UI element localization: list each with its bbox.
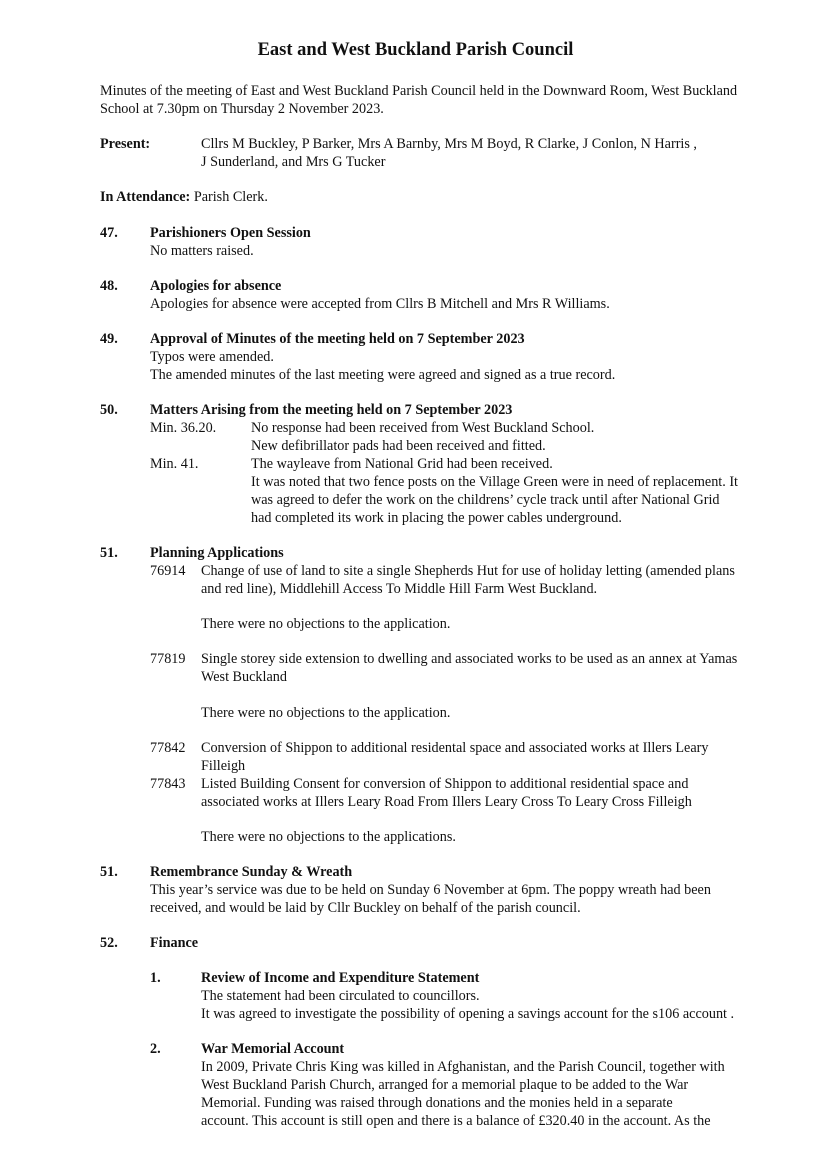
item-50-minute-1-text-2: New defibrillator pads had been received and fitted. <box>251 438 546 454</box>
item-50-minute-2-text-3: was agreed to defer the work on the childrens’ cycle track until after National Grid <box>251 492 720 508</box>
applications-77842-77843-result: There were no objections to the applications. <box>201 829 456 845</box>
item-50-minute-ref-2: Min. 41. <box>150 456 199 472</box>
application-77819-ref: 77819 <box>150 651 186 667</box>
attendance-line <box>100 188 268 206</box>
item-50-heading: Matters Arising from the meeting held on 7 September 2023 <box>150 402 513 418</box>
finance-sub-2-heading: War Memorial Account <box>201 1041 345 1057</box>
item-49-number: 49. <box>100 331 118 347</box>
item-49-heading: Approval of Minutes of the meeting held on 7 September 2023 <box>150 331 525 347</box>
intro-line-2: School at 7.30pm on Thursday 2 November 2023. <box>100 101 384 117</box>
item-50-minute-ref-1: Min. 36.20. <box>150 420 217 436</box>
document-title: East and West Buckland Parish Council <box>257 40 574 60</box>
item-51-heading: Planning Applications <box>150 545 284 561</box>
item-47-heading: Parishioners Open Session <box>150 225 311 241</box>
item-49-text-2: The amended minutes of the last meeting were agreed and signed as a true record. <box>150 367 616 383</box>
application-77842-ref: 77842 <box>150 740 186 756</box>
finance-sub-2-number: 2. <box>150 1041 161 1057</box>
application-76914-text-1: Change of use of land to site a single Shepherds Hut for use of holiday letting (amended plans <box>201 563 735 579</box>
item-51b-text-1: This year’s service was due to be held on Sunday 6 November at 6pm. The poppy wreath had been <box>150 882 711 898</box>
application-76914-ref: 76914 <box>150 563 186 579</box>
item-48-heading: Apologies for absence <box>150 278 282 294</box>
finance-sub-2-text-3: Memorial. Funding was raised through donations and the monies held in a separate <box>201 1095 673 1111</box>
application-77843-text-2: associated works at Illers Leary Road From Illers Leary Cross To Leary Cross Filleigh <box>201 794 692 810</box>
item-51b-text-2: received, and would be laid by Cllr Buckley on behalf of the parish council. <box>150 900 581 916</box>
item-50-minute-2-text-1: The wayleave from National Grid had been received. <box>251 456 553 472</box>
finance-sub-1-number: 1. <box>150 970 161 986</box>
item-52-heading: Finance <box>150 935 199 951</box>
item-51-number: 51. <box>100 545 118 561</box>
attendance-label: In Attendance: <box>100 189 191 205</box>
present-line-1: Cllrs M Buckley, P Barker, Mrs A Barnby, Mrs M Boyd, R Clarke, J Conlon, N Harris , <box>201 136 697 152</box>
application-77843-text-1: Listed Building Consent for conversion of Shippon to additional residential space and <box>201 776 689 792</box>
application-77843-ref: 77843 <box>150 776 186 792</box>
item-52-number: 52. <box>100 935 118 951</box>
item-50-minute-1-text-1: No response had been received from West Buckland School. <box>251 420 595 436</box>
finance-sub-2-text-4: account. This account is still open and there is a balance of £320.40 in the account. As the <box>201 1113 711 1129</box>
item-47-number: 47. <box>100 225 118 241</box>
intro-line-1: Minutes of the meeting of East and West Buckland Parish Council held in the Downward Room, West Buckland <box>100 83 738 99</box>
item-49-text-1: Typos were amended. <box>150 349 274 365</box>
application-77819-result: There were no objections to the application. <box>201 705 451 721</box>
item-50-number: 50. <box>100 402 118 418</box>
application-77842-text-1: Conversion of Shippon to additional residental space and associated works at Illers Leary <box>201 740 709 756</box>
application-76914-result: There were no objections to the application. <box>201 616 451 632</box>
finance-sub-1-heading: Review of Income and Expenditure Statement <box>201 970 480 986</box>
finance-sub-2-text-1: In 2009, Private Chris King was killed in Afghanistan, and the Parish Council, together with <box>201 1059 725 1075</box>
item-48-text: Apologies for absence were accepted from Cllrs B Mitchell and Mrs R Williams. <box>150 296 610 312</box>
item-50-minute-2-text-2: It was noted that two fence posts on the Village Green were in need of replacement. It <box>251 474 738 490</box>
finance-sub-1-text-1: The statement had been circulated to councillors. <box>201 988 480 1004</box>
attendance-text: Parish Clerk. <box>190 189 268 205</box>
item-48-number: 48. <box>100 278 118 294</box>
finance-sub-1-text-2: It was agreed to investigate the possibility of opening a savings account for the s106 account . <box>201 1006 735 1022</box>
item-50-minute-2-text-4: had completed its work in placing the power cables underground. <box>251 510 622 526</box>
present-line-2: J Sunderland, and Mrs G Tucker <box>201 154 386 170</box>
application-76914-text-2: and red line), Middlehill Access To Middle Hill Farm West Buckland. <box>201 581 598 597</box>
present-label: Present: <box>100 136 151 152</box>
finance-sub-2-text-2: West Buckland Parish Church, arranged for a memorial plaque to be added to the War <box>201 1077 689 1093</box>
application-77819-text-2: West Buckland <box>201 669 287 685</box>
application-77842-text-2: Filleigh <box>201 758 246 774</box>
application-77819-text-1: Single storey side extension to dwelling and associated works to be used as an annex at Yamas <box>201 651 738 667</box>
item-51b-heading: Remembrance Sunday & Wreath <box>150 864 353 880</box>
item-51b-number: 51. <box>100 864 118 880</box>
item-47-text: No matters raised. <box>150 243 254 259</box>
